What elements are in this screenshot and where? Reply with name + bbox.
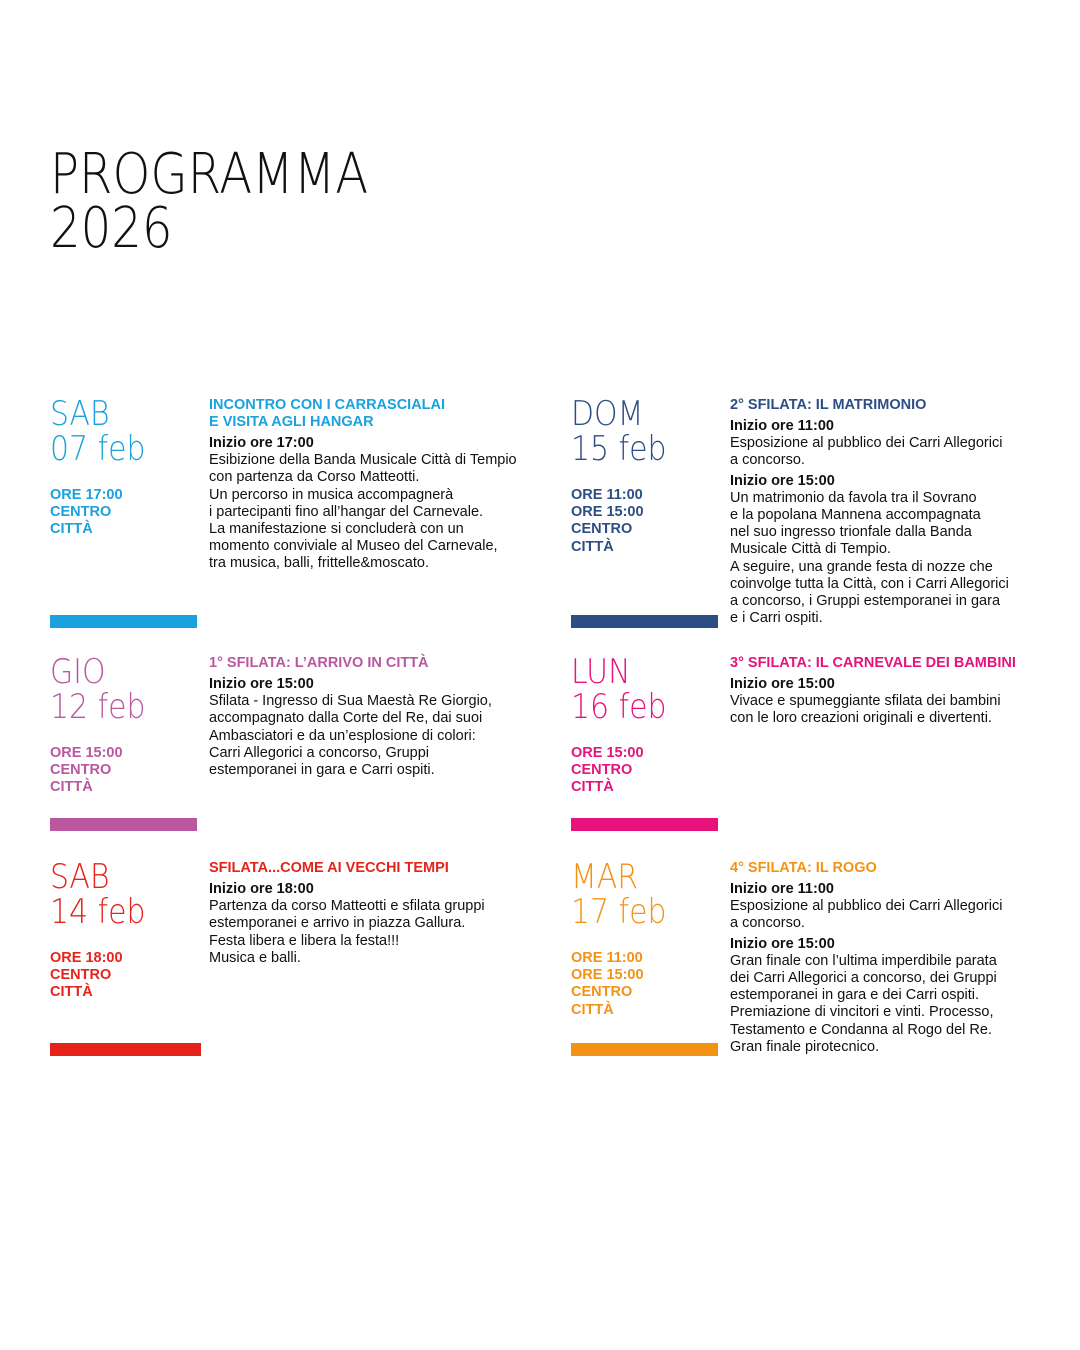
event-date bbox=[50, 652, 182, 727]
session-description-line: Esposizione al pubblico dei Carri Allegorici bbox=[730, 898, 1003, 915]
event-times bbox=[50, 745, 200, 797]
event-session bbox=[730, 881, 1060, 933]
session-description-line: coinvolge tutta la Città, con i Carri Allegorici bbox=[730, 575, 1009, 592]
session-description-line: Esibizione della Banda Musicale Città di Tempio bbox=[209, 452, 517, 469]
session-description-line: estemporanei in gara e Carri ospiti. bbox=[209, 762, 435, 779]
event-title-line: 2° SFILATA: IL MATRIMONIO bbox=[730, 397, 927, 413]
event-day-month: 17 feb bbox=[571, 892, 667, 932]
event-date bbox=[50, 857, 182, 932]
event-day-month: 07 feb bbox=[50, 429, 146, 469]
event-title bbox=[730, 860, 1060, 877]
event-color-bar bbox=[571, 818, 718, 831]
event-title bbox=[209, 655, 539, 672]
session-description-line: Gran finale pirotecnico. bbox=[730, 1038, 880, 1055]
event-day-month: 12 feb bbox=[50, 687, 146, 727]
session-description-line: Premiazione di vincitori e vinti. Processo, bbox=[730, 1004, 994, 1021]
event-title bbox=[730, 397, 1060, 414]
event-details bbox=[730, 397, 1060, 630]
event-weekday: MAR bbox=[571, 857, 639, 897]
session-description-line: Ambasciatori e da un’esplosione di colori: bbox=[209, 727, 476, 744]
page-title-line-1: PROGRAMMA bbox=[50, 142, 369, 207]
session-description-line: estemporanei in gara e dei Carri ospiti. bbox=[730, 987, 980, 1004]
session-start-time: Inizio ore 15:00 bbox=[730, 676, 835, 692]
event-details bbox=[209, 655, 539, 782]
event-session bbox=[209, 435, 539, 573]
event-session bbox=[209, 881, 539, 967]
event-weekday: SAB bbox=[50, 857, 110, 897]
event-weekday: DOM bbox=[571, 394, 644, 434]
page-title bbox=[50, 142, 369, 261]
event-date bbox=[571, 394, 703, 469]
event-time-line: CITTÀ bbox=[571, 1001, 614, 1018]
session-description-line: a concorso, i Gruppi estemporanei in gara bbox=[730, 593, 1001, 610]
session-start-time: Inizio ore 11:00 bbox=[730, 418, 834, 434]
event-title-line: INCONTRO CON I CARRASCIALAI bbox=[209, 397, 446, 413]
event-time-line: CENTRO bbox=[50, 967, 112, 984]
event-time-line: ORE 11:00 bbox=[571, 950, 643, 966]
session-description-line: momento conviviale al Museo del Carnevale, bbox=[209, 538, 498, 555]
event-time-line: ORE 18:00 bbox=[50, 950, 123, 966]
event-details bbox=[209, 397, 539, 576]
event-times bbox=[50, 950, 200, 1002]
event-time-line: ORE 15:00 bbox=[571, 967, 644, 984]
event-time-line: ORE 17:00 bbox=[50, 487, 123, 503]
event-time-line: CENTRO bbox=[571, 984, 633, 1001]
event-title bbox=[730, 655, 1060, 672]
session-description-line: Un matrimonio da favola tra il Sovrano bbox=[730, 489, 977, 506]
session-description-line: accompagnato dalla Corte del Re, dai suoi bbox=[209, 710, 483, 727]
event-time-line: CITTÀ bbox=[50, 521, 93, 538]
session-description-line: con le loro creazioni originali e divertenti. bbox=[730, 710, 992, 727]
session-description-line: Musica e balli. bbox=[209, 949, 301, 966]
event-title-line: SFILATA...COME AI VECCHI TEMPI bbox=[209, 860, 449, 876]
session-description-line: La manifestazione si concluderà con un bbox=[209, 521, 464, 538]
session-description-line: a concorso. bbox=[730, 452, 805, 469]
session-description-line: Gran finale con l’ultima imperdibile parata bbox=[730, 952, 997, 969]
event-time-line: ORE 15:00 bbox=[571, 504, 644, 521]
event-details bbox=[730, 655, 1060, 731]
event-weekday: LUN bbox=[571, 652, 631, 692]
session-start-time: Inizio ore 11:00 bbox=[730, 881, 834, 897]
session-description-line: e la popolana Mannena accompagnata bbox=[730, 507, 981, 524]
event-title bbox=[209, 397, 539, 431]
event-color-bar bbox=[50, 818, 197, 831]
session-description-line: con partenza da Corso Matteotti. bbox=[209, 469, 420, 486]
event-weekday: SAB bbox=[50, 394, 110, 434]
event-time-line: CENTRO bbox=[571, 521, 633, 538]
event-time-line: CENTRO bbox=[571, 762, 633, 779]
session-start-time: Inizio ore 15:00 bbox=[730, 935, 835, 952]
event-color-bar bbox=[50, 1043, 201, 1056]
event-color-bar bbox=[571, 615, 718, 628]
session-start-time: Inizio ore 15:00 bbox=[730, 472, 835, 489]
event-session bbox=[209, 676, 539, 779]
event-times bbox=[50, 487, 200, 539]
session-start-time: Inizio ore 17:00 bbox=[209, 435, 314, 451]
event-title-line: 3° SFILATA: IL CARNEVALE DEI BAMBINI bbox=[730, 655, 1016, 671]
event-day-month: 14 feb bbox=[50, 892, 146, 932]
event-title-line: E VISITA AGLI HANGAR bbox=[209, 414, 374, 430]
session-start-time: Inizio ore 15:00 bbox=[209, 676, 314, 692]
event-details bbox=[209, 860, 539, 970]
event-time-line: CITTÀ bbox=[571, 779, 614, 796]
session-description-line: dei Carri Allegorici a concorso, dei Gruppi bbox=[730, 970, 997, 987]
session-description-line: Carri Allegorici a concorso, Gruppi bbox=[209, 744, 430, 761]
session-description-line: a concorso. bbox=[730, 915, 805, 932]
event-details bbox=[730, 860, 1060, 1059]
event-time-line: CENTRO bbox=[50, 762, 112, 779]
session-description-line: nel suo ingresso trionfale dalla Banda bbox=[730, 524, 972, 541]
event-color-bar bbox=[571, 1043, 718, 1056]
event-session bbox=[730, 676, 1060, 728]
event-time-line: CENTRO bbox=[50, 504, 112, 521]
session-description-line: i partecipanti fino all’hangar del Carnevale. bbox=[209, 503, 484, 520]
session-description-line: Sfilata - Ingresso di Sua Maestà Re Giorgio, bbox=[209, 693, 492, 710]
event-weekday: GIO bbox=[50, 652, 106, 692]
event-time-line: ORE 15:00 bbox=[50, 745, 123, 761]
event-session bbox=[730, 418, 1060, 470]
event-day-month: 15 feb bbox=[571, 429, 667, 469]
session-description-line: A seguire, una grande festa di nozze che bbox=[730, 558, 993, 575]
event-session bbox=[730, 473, 1060, 628]
session-description-line: Musicale Città di Tempio. bbox=[730, 541, 891, 558]
event-date bbox=[50, 394, 182, 469]
event-time-line: CITTÀ bbox=[571, 538, 614, 555]
session-description-line: tra musica, balli, frittelle&moscato. bbox=[209, 555, 429, 572]
event-times bbox=[571, 745, 721, 797]
event-time-line: ORE 11:00 bbox=[571, 487, 643, 503]
session-description-line: Un percorso in musica accompagnerà bbox=[209, 486, 454, 503]
event-day-month: 16 feb bbox=[571, 687, 667, 727]
event-title bbox=[209, 860, 539, 877]
event-time-line: CITTÀ bbox=[50, 779, 93, 796]
session-description-line: e i Carri ospiti. bbox=[730, 610, 823, 627]
event-date bbox=[571, 857, 703, 932]
page-title-line-2: 2026 bbox=[50, 196, 173, 261]
session-description-line: Partenza da corso Matteotti e sfilata gruppi bbox=[209, 898, 485, 915]
event-session bbox=[730, 936, 1060, 1056]
event-times bbox=[571, 950, 721, 1019]
event-time-line: CITTÀ bbox=[50, 984, 93, 1001]
event-date bbox=[571, 652, 703, 727]
event-times bbox=[571, 487, 721, 556]
event-time-line: ORE 15:00 bbox=[571, 745, 644, 761]
session-start-time: Inizio ore 18:00 bbox=[209, 881, 314, 897]
session-description-line: Testamento e Condanna al Rogo del Re. bbox=[730, 1021, 992, 1038]
session-description-line: Esposizione al pubblico dei Carri Allegorici bbox=[730, 435, 1003, 452]
session-description-line: Festa libera e libera la festa!!! bbox=[209, 932, 400, 949]
event-title-line: 4° SFILATA: IL ROGO bbox=[730, 860, 877, 876]
session-description-line: estemporanei e arrivo in piazza Gallura. bbox=[209, 915, 466, 932]
event-color-bar bbox=[50, 615, 197, 628]
session-description-line: Vivace e spumeggiante sfilata dei bambini bbox=[730, 693, 1001, 710]
event-title-line: 1° SFILATA: L’ARRIVO IN CITTÀ bbox=[209, 655, 429, 671]
